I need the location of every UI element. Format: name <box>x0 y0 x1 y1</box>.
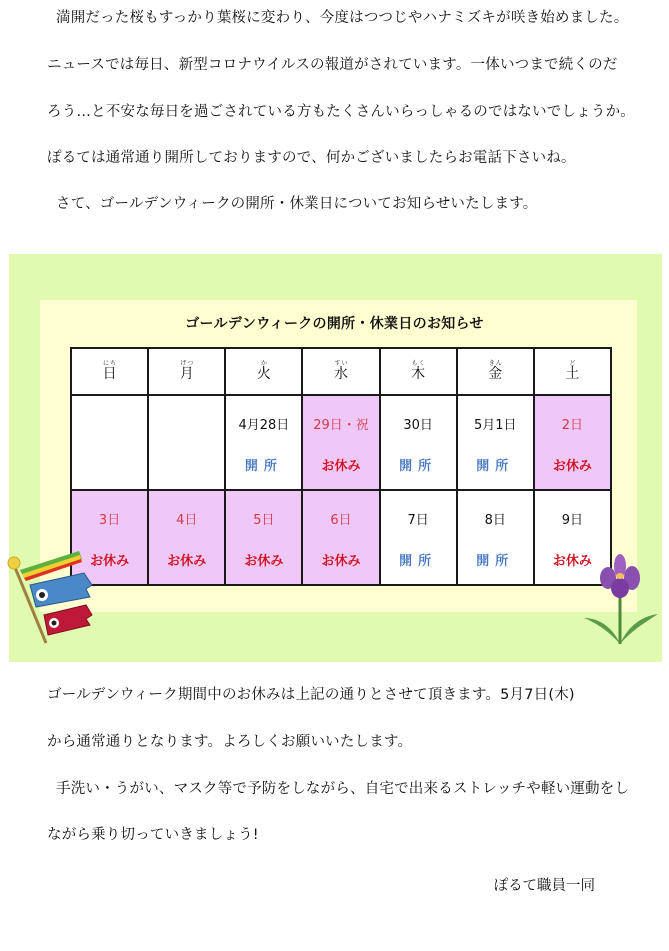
date-label: 6日 <box>330 513 352 528</box>
weekday-fri: 金きん <box>457 348 534 395</box>
day-cell-may8 <box>457 490 534 585</box>
weekday-wed: 水すい <box>302 348 379 395</box>
status-closed: お休み <box>167 554 207 569</box>
day-cell-apr28 <box>225 395 302 490</box>
status-open: 開所 <box>476 459 515 474</box>
closing-text-2: から通常通りとなります。よろしくお願いいたします。 <box>47 734 413 750</box>
date-label: 4日 <box>176 513 198 528</box>
intro-line-4 <box>47 149 576 167</box>
day-cell-may7 <box>380 490 457 585</box>
weekday-header-row <box>71 348 611 395</box>
week-row-1 <box>71 395 611 490</box>
calendar-title: ゴールデンウィークの開所・休業日のお知らせ <box>185 316 484 332</box>
day-cell-may4 <box>148 490 225 585</box>
closing-text-3: 手洗い・うがい、マスク等で予防をしながら、自宅で出来るストレッチや軽い運動をし <box>56 781 630 797</box>
date-label: 2日 <box>561 418 584 433</box>
closing-line-3 <box>56 780 629 798</box>
intro-line-2 <box>47 56 618 74</box>
intro-text-3: ろう…と不安な毎日を過ごされている方もたくさんいらっしゃるのではないでしょうか。 <box>47 104 635 120</box>
closing-line-4 <box>47 826 259 844</box>
status-closed: お休み <box>552 459 592 474</box>
day-cell-may1 <box>457 395 534 490</box>
date-label: 5日 <box>253 513 275 528</box>
date-label: 8日 <box>484 513 506 528</box>
closing-text-1: ゴールデンウィーク期間中のお休みは上記の通りとさせて頂きます。5月7日(木) <box>47 687 575 703</box>
weekday-sun: 日にち <box>71 348 148 395</box>
date-label: 7日 <box>407 513 429 528</box>
day-cell-empty <box>71 395 148 490</box>
date-label: 5月1日 <box>474 418 517 433</box>
closing-line-1 <box>47 686 575 704</box>
signature: ぽるて職員一同 <box>493 878 595 894</box>
day-cell-may5 <box>225 490 302 585</box>
date-label: 30日 <box>403 418 433 433</box>
day-cell-empty <box>148 395 225 490</box>
day-cell-apr29 <box>302 395 379 490</box>
closing-text-4: ながら乗り切っていきましょう! <box>47 827 259 843</box>
calendar-table <box>70 347 612 586</box>
status-open: 開所 <box>244 459 283 474</box>
intro-line-5 <box>56 195 537 213</box>
date-label: 3日 <box>98 513 121 528</box>
intro-text-2: ニュースでは毎日、新型コロナウイルスの報道がされています。一体いつまで続くのだ <box>47 57 618 73</box>
day-cell-apr30 <box>380 395 457 490</box>
weekday-mon: 月げつ <box>148 348 225 395</box>
day-cell-may2 <box>534 395 611 490</box>
date-label: 9日 <box>561 513 584 528</box>
intro-text-1: 満開だった桜もすっかり葉桜に変わり、今度はつつじやハナミズキが咲き始めました。 <box>56 10 629 26</box>
status-open: 開所 <box>399 554 438 569</box>
week-row-2 <box>71 490 611 585</box>
status-closed: お休み <box>90 554 130 569</box>
status-open: 開所 <box>476 554 515 569</box>
day-cell-may6 <box>302 490 379 585</box>
status-closed: お休み <box>244 554 284 569</box>
intro-line-1 <box>56 9 628 27</box>
weekday-tue: 火か <box>225 348 302 395</box>
weekday-sat: 土ど <box>534 348 611 395</box>
closing-line-2 <box>47 733 412 751</box>
weekday-thu: 木もく <box>380 348 457 395</box>
intro-line-3 <box>47 103 635 121</box>
status-closed: お休み <box>321 554 361 569</box>
intro-text-4: ぽるては通常通り開所しておりますので、何かございましたらお電話下さいね。 <box>47 150 576 166</box>
status-closed: お休み <box>552 554 592 569</box>
intro-text-5: さて、ゴールデンウィークの開所・休業日についてお知らせいたします。 <box>56 196 538 212</box>
date-label: 4月28日 <box>238 418 290 433</box>
status-closed: お休み <box>321 459 361 474</box>
iris-flower-icon <box>580 552 660 647</box>
status-open: 開所 <box>399 459 438 474</box>
koinobori-icon <box>4 545 94 650</box>
date-label: 29日・祝 <box>313 418 369 433</box>
